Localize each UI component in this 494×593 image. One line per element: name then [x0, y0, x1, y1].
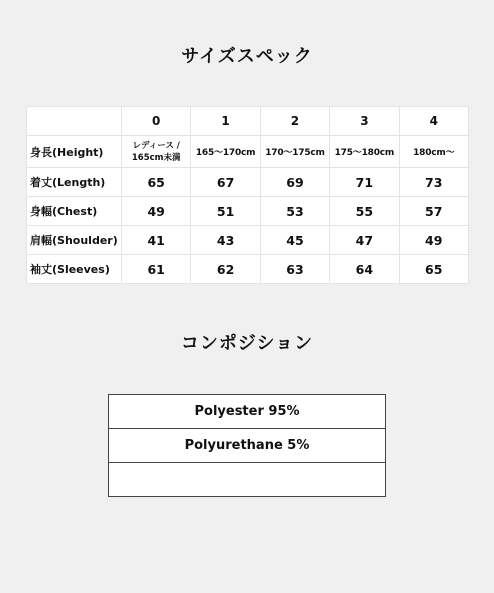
size-spec-table	[26, 106, 469, 284]
size-row-shoulder	[27, 226, 469, 255]
size-header-corner	[27, 107, 122, 136]
height-cell-3: 175～180cm	[330, 136, 399, 168]
height-cell-0-line-2: 165cm未満	[131, 152, 181, 163]
chest-cell-1: 51	[191, 197, 260, 226]
shoulder-cell-1: 43	[191, 226, 260, 255]
composition-row	[109, 463, 386, 497]
sleeves-cell-4: 65	[399, 255, 468, 284]
size-header-2: 2	[260, 107, 329, 136]
shoulder-cell-0: 41	[122, 226, 191, 255]
height-cell-4: 180cm～	[399, 136, 468, 168]
length-cell-2: 69	[260, 168, 329, 197]
height-cell-1: 165～170cm	[191, 136, 260, 168]
size-header-row	[27, 107, 469, 136]
shoulder-cell-4: 49	[399, 226, 468, 255]
size-header-0: 0	[122, 107, 191, 136]
size-header-1: 1	[191, 107, 260, 136]
height-cell-0-line-1: レディース /	[132, 140, 180, 151]
row-label-length: 着丈(Length)	[27, 168, 122, 197]
composition-table	[108, 394, 386, 497]
chest-cell-2: 53	[260, 197, 329, 226]
composition-title: コンポジション	[180, 333, 314, 354]
sleeves-cell-1: 62	[191, 255, 260, 284]
length-cell-1: 67	[191, 168, 260, 197]
composition-row	[109, 395, 386, 429]
chest-cell-0: 49	[122, 197, 191, 226]
composition-row	[109, 429, 386, 463]
size-row-height	[27, 136, 469, 168]
composition-item-1: Polyester 95%	[109, 395, 386, 429]
shoulder-cell-3: 47	[330, 226, 399, 255]
row-label-sleeves: 袖丈(Sleeves)	[27, 255, 122, 284]
shoulder-cell-2: 45	[260, 226, 329, 255]
height-cell-0	[122, 136, 191, 168]
row-label-chest: 身幅(Chest)	[27, 197, 122, 226]
size-row-sleeves	[27, 255, 469, 284]
chest-cell-4: 57	[399, 197, 468, 226]
sleeves-cell-3: 64	[330, 255, 399, 284]
size-header-4: 4	[399, 107, 468, 136]
length-cell-0: 65	[122, 168, 191, 197]
composition-item-2: Polyurethane 5%	[109, 429, 386, 463]
size-spec-title: サイズスペック	[181, 46, 313, 67]
sleeves-cell-2: 63	[260, 255, 329, 284]
composition-item-3	[109, 463, 386, 497]
chest-cell-3: 55	[330, 197, 399, 226]
size-row-chest	[27, 197, 469, 226]
height-cell-2: 170～175cm	[260, 136, 329, 168]
length-cell-4: 73	[399, 168, 468, 197]
size-header-3: 3	[330, 107, 399, 136]
length-cell-3: 71	[330, 168, 399, 197]
size-row-length	[27, 168, 469, 197]
row-label-shoulder: 肩幅(Shoulder)	[27, 226, 122, 255]
sleeves-cell-0: 61	[122, 255, 191, 284]
row-label-height: 身長(Height)	[27, 136, 122, 168]
